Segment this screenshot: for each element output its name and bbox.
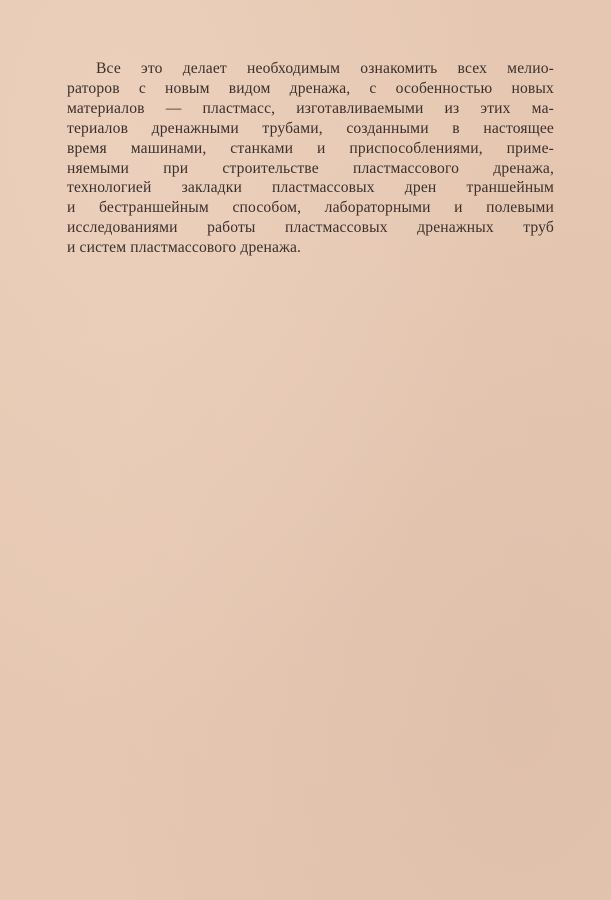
text-line: технологией закладки пластмассовых дрен траншейным <box>67 179 554 197</box>
body-paragraph <box>67 59 554 258</box>
text-line: и бестраншейным способом, лабораторными и полевыми <box>67 199 554 217</box>
text-line: териалов дренажными трубами, созданными в настоящее <box>67 119 554 137</box>
text-line: исследованиями работы пластмассовых дренажных труб <box>67 219 554 237</box>
text-line: время машинами, станками и приспособлениями, приме- <box>67 139 554 157</box>
text-line: раторов с новым видом дренажа, с особенностью новых <box>67 79 554 97</box>
text-line: Все это делает необходимым ознакомить всех мелио- <box>96 60 554 77</box>
text-line: и систем пластмассового дренажа. <box>67 239 302 257</box>
text-line: материалов — пластмасс, изготавливаемыми из этих ма- <box>67 99 554 117</box>
text-line: няемыми при строительстве пластмассового дренажа, <box>67 159 554 177</box>
